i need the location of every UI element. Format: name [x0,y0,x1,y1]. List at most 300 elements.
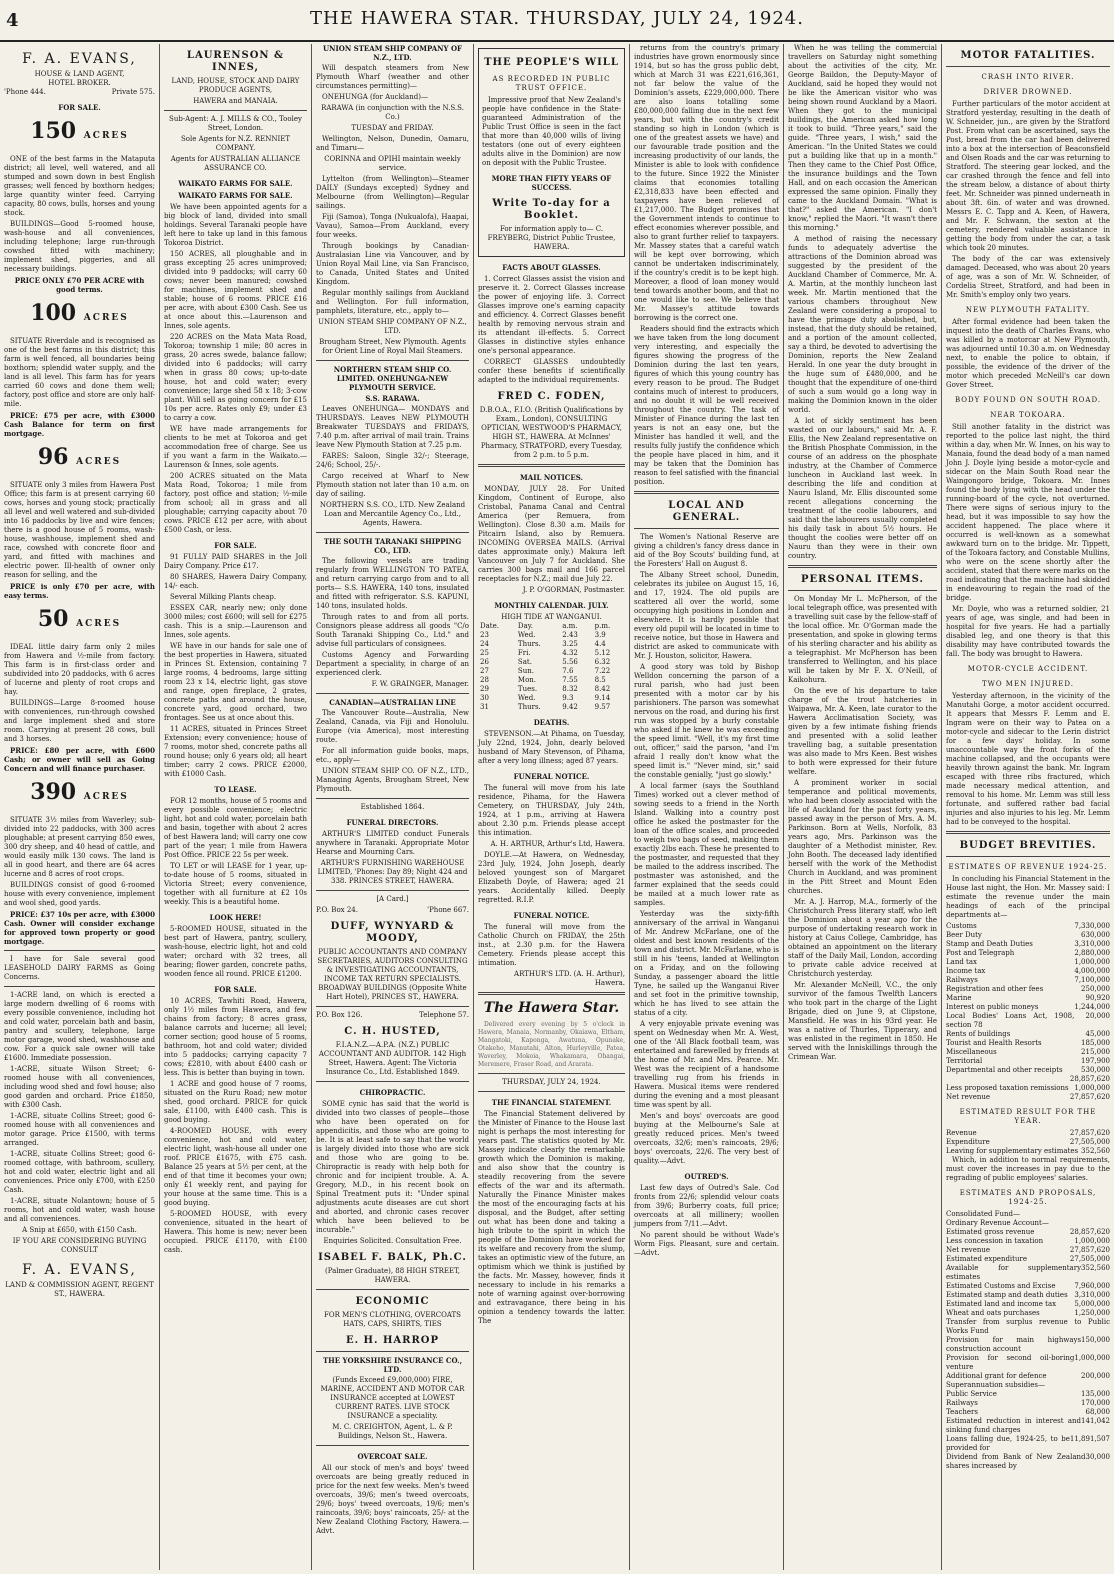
section-heading: LOOK HERE! [209,913,262,922]
tide-cell: 4.4 [594,640,606,648]
tide-cell: 9.3 [562,694,574,702]
acres-word: ACRES [83,131,129,141]
tide-cell: Sat. [517,658,532,666]
fae-phones [4,88,155,97]
notice-text: The funeral will move from his late residence, Pihama, for the Hawera Cemetery, on THURSDAY, July 24th, 1924, at 1 p.m., arriving at Hawera about 2.30 p.m. Friends please accept this intimation. [478,784,625,837]
column-1 [0,44,160,1570]
budget-line [946,1372,1110,1381]
ad-heading: CANADIAN—AUSTRALIAN LINE [329,698,456,707]
ad-text: A Snip at £650, with £150 Cash. [22,1226,137,1234]
ad-text: RARAWA (in conjunction with the N.S.S. Co.) [321,104,464,121]
revenue-value: 4,000,000 [1074,967,1110,975]
ad-text: ONEHUNGA (for Auckland)— [322,93,428,101]
revenue-label: Rents of buildings [946,1030,1011,1038]
budget-label: Estimated stamp and death duties [946,1291,1068,1299]
budget-value: 200,000 [1081,1372,1110,1380]
ad-text: Customs Agency and Forwarding Department a speciality, in charge of an experienced clerk. [316,651,469,677]
ad-heading: FUNERAL DIRECTORS. [346,818,439,827]
subheading: NEAR TOKOARA. [990,411,1066,419]
revenue-label: Local Bodies' Loans Act, 1908, section 78 [946,1012,1075,1029]
editorial-text: returns from the country's primary industries have grown enormously since 1914, but so has the gross public debt, which at March 31 was £221,616,361, not far below the value of the Dominion's assets, £229,000,000. There are also loans totalling some £80,000,000 falling due in the next few years, but with the country's credit standing so high in London (which is one of the greatest assets we have) and our favourable trade position and the increasing productivity of our lands, the Minister is able to look with confidence to the future. Since 1922 the Minister claims that economies totalling £2,318,833 have been effected and taxpayers have been relieved of £1,217,000. The Budget promises that the Government intends to continue to effect economies wherever possible, and also to grant further relief to taxpayers. Mr. Massey states that a careful watch will be kept over borrowing, which cannot be undertaken indiscriminately, if the country's credit is to be kept high. Moreover, a flood of loan money would tend towards another boom, and that no one would like to see. We believe that Mr. Massey's attitude towards borrowing is the correct one. [634,44,779,322]
column-2 [160,44,312,1570]
ad-text: WE have in our hands for sale one of the best properties in Hawera, situated in Princes St. Extension, containing 7 large rooms, 4 bedrooms, large sitting room 23 x 14, electric light, gas stove and range, open fireplace, 2 grates, concrete paths and around the house, concrete yard, good orchard, two frontages. See us at once about this. [164,642,307,722]
ad-text: BUILDINGS consist of good 6-roomed house with every convenience, implement and wool shed, good yards. [4,881,155,907]
ad-price: PRICE ONLY £70 PER ACRE with good terms. [14,276,145,294]
ad-text: SITUATE only 3 miles from Hawera Post Office; this farm is at present carrying 60 cows, horses and young stock; practically all level and well watered and sub-divided into 16 paddocks by live and wire fences; there is a good house of 5 rooms, wash-house, washhouse, implement shed and race, cowshed with concrete floor and yard, and fitted with machines and electric power. Ill-health of owner only reason for selling, and the [4,481,155,579]
ad-text: Last few days of Outred's Sale. Cod fronts from 22/6; splendid velour coats from 39/6; Burberry coats, full price; overcoats at all millinery; woollen jumpers from 7/11.—Advt. [634,1184,779,1228]
budget-label: Less concession in taxation [946,1237,1044,1245]
budget-value: 1,000,000 [1074,1354,1110,1362]
ad-heading: OUTRED'S. [684,1172,729,1181]
tide-cell: Tues. [517,685,538,693]
ad-text: S.S. RARAWA. [365,394,420,403]
budget-line [946,1300,1110,1309]
budget-value: 150,000 [1081,1336,1110,1344]
budget-value: 27,505,000 [1069,1138,1110,1146]
ad-text: 1-ACRE, situate Wilson Street; 6-roomed house with all conveniences, including wood shed and fowl house; also good garden and orchard. Price £1850, with £300 Cash. [4,1065,155,1109]
acres-number: 150 [30,118,77,144]
divider [478,464,625,467]
budget-line [946,1399,1110,1408]
husted-phones [316,1011,469,1020]
ad-text: Cargo received at Wharf to New Plymouth station not later than 10 a.m. on day of sailing. [316,472,469,498]
tide-cell: 4.32 [562,649,578,657]
tide-cell: 29 [480,685,489,693]
revenue-row [946,958,1110,967]
budget-line [946,1147,1110,1156]
ad-text: For all information guide books, maps, etc., apply— [316,747,469,764]
tide-cell: 8.32 [562,685,578,693]
tide-row [478,685,625,694]
budget-value: 27,857,620 [1069,1246,1110,1254]
divider [316,890,469,891]
ad-text: WE have made arrangements for clients to be met at Tokoroa and get accommodation free of charge. See us if you want a farm in the Waikato.—Laurenson & Innes, sole agents. [164,425,307,469]
ad-text: (Funds Exceed £9,000,000) FIRE, MARINE, ACCIDENT AND MOTOR CAR INSURANCE accepted at LOWEST CURRENT RATES. LIVE STOCK INSURANCE a speciality. [320,1376,465,1420]
ad-text: Sole Agents for N.Z. RENNIET COMPANY. [180,135,291,152]
ad-text: Impressive proof that New Zealand's people have confidence in the State-guaranteed Administration of the Public Trust Office is seen in the fact that more than 40,000 wills of living testators (one out of every eighteen adults alive in the Dominion) are now on deposit with the Public Trustee. [482,96,621,167]
for-sale-heading: FOR SALE. [58,103,101,112]
acres-96 [4,444,155,475]
tide-cell: 7.55 [562,676,578,684]
tide-table [478,622,625,712]
tide-cell: 9.42 [562,703,578,711]
budget-value: 27,857,620 [1069,1093,1110,1101]
tide-row [478,631,625,640]
paper-nameplate: The Hawera Star. [483,1000,620,1016]
budget-line [946,1228,1110,1237]
budget-label: Wheat and oats purchases [946,1309,1040,1317]
column-6 [784,44,942,1570]
ad-text: BUILDINGS—Good 5-roomed house, wash-house and all conveniences, including telephone; large run-through cowshed fitted with machinery; implement shed, piggeries, and all necessary buildings. [4,220,155,273]
revenue-value: 630,000 [1081,931,1110,939]
revenue-label: Departmental and other receipts [946,1066,1063,1074]
ad-text: Several Milking Plants cheap. [170,593,277,601]
ad-text: 150 ACRES, all ploughable and in grass excepting 25 acres unimproved; divided into 9 paddocks; will carry 60 cows; never been manured; cowshed for machines, implement shed and stable; house of 6 rooms. PRICE £16 per acre, with about £300 Cash. See us at once about this.—Laurenson and Innes, sole agents. [164,250,307,330]
ad-text: Leaves ONEHUNGA— MONDAYS and THURSDAYS. Leaves NEW PLYMOUTH Breakwater TUESDAYS and FRIDAYS, 7.40 p.m. after arrival of mail train. Trains leave New Plymouth Station at 7.25 p.m. [316,405,469,449]
budget-label: Estimated reduction in interest and sinking fund charges [946,1417,1082,1434]
fae-subtitle: HOUSE & LAND AGENT, [34,70,125,78]
section-heading: PERSONAL ITEMS. [801,574,924,585]
budget-line [946,1129,1110,1138]
news-text: Which, in addition to normal requirements, must cover the increases in pay due to the regrading of public employees' salaries. [946,1156,1110,1182]
ad-text: CORRECT GLASSES undoubtedly confer these benefits if scientifically adapted to the individual requirements. [478,358,625,384]
tide-col-header: Date. [480,622,499,630]
revenue-label: Registration and other fees [946,985,1044,993]
news-text: Men's and boys' overcoats are good buying at the Melbourne's Sale at greatly reduced prices. Men's tweed overcoats, 32/6; men's raincoats, 29/6; boys' overcoats, 22/6. The very best of quality.—Advt. [634,1112,779,1165]
revenue-value: 215,000 [1081,1048,1110,1056]
ad-text: Telephone 57. [419,1011,469,1019]
ad-text: ONE of the best farms in the Mataputa district; all level, well watered, and all stumped and sown down in best English grasses; well fenced by boxthorn hedges; large quantity winter feed. Carrying capacity, 80 cows, bulls, horses and young stock. [4,155,155,217]
ad-text: UNION STEAM SHIP COMPANY OF N.Z., LTD. [318,318,467,335]
revenue-label: Miscellaneous [946,1048,997,1056]
column-5 [630,44,784,1570]
divider [4,950,155,951]
ad-heading: FRED C. FODEN, [497,391,606,402]
revenue-value: 185,000 [1081,1039,1110,1047]
ad-text: Sub-Agent: A. J. MILLS & CO., Tooley Street, London. [169,115,302,132]
revenue-total: 28,857,620 [1069,1075,1110,1083]
ad-text: For information apply to— C. FREYBERG, District Public Trustee, HAWERA. [487,225,616,251]
budget-value: 28,857,620 [1069,1228,1110,1236]
tide-cell: 3.25 [562,640,578,648]
ad-heading: OVERCOAT SALE. [357,1452,428,1461]
tide-cell: 2.43 [562,631,578,639]
notice-text: J. P. O'GORMAN, Postmaster. [522,586,625,594]
revenue-value: 20,000 [1085,1012,1110,1020]
budget-line [946,1282,1110,1291]
notice-text: MONDAY, JULY 28. For United Kingdom, Continent of Europe, also Cristobal, Panama Canal and Central America (per Remuera, from Wellington). Close 8.30 a.m. Mails for Pitcairn Island, also by Remuera. INCOMING OVERSEA MAILS. (Arrival dates approximate only.) Makura left Vancouver on July 7 for Auckland. She carries 300 bags mail and 166 parcel receptacles for N.Z.; mail due July 22. [478,485,625,583]
tide-row [478,676,625,685]
acres-390 [4,779,155,810]
section-heading: FOR SALE. [214,985,257,994]
section-heading: BUDGET BREVITIES. [959,840,1097,851]
budget-value: 11,891,507 [1069,1435,1110,1443]
budget-label: Provision for main highways construction account [946,1336,1082,1353]
budget-line [946,1408,1110,1417]
news-text: Mr. Doyle, who was a returned soldier, 21 years of age, was single, and had been in hospital for five years. He had a partially disabled leg, and one theory is that this disability may have contributed towards the fall. The body was brought to Hawera. [946,605,1110,658]
budget-line [946,1255,1110,1264]
divider [316,360,469,361]
budget-line [946,1237,1110,1246]
budget-line [946,1246,1110,1255]
ad-text: IF YOU ARE CONSIDERING BUYING CONSULT [12,1237,147,1254]
divider [788,590,937,591]
revenue-row [946,967,1110,976]
tide-header-row [478,622,625,631]
page-number: 4 [6,10,19,31]
revenue-label: Territorial [946,1057,983,1065]
ad-heading: ECONOMIC [355,1296,430,1307]
fae-name: F. A. EVANS, [22,51,137,67]
revenue-value: 530,000 [1081,1066,1110,1074]
budget-value: 352,560 [1081,1147,1110,1155]
divider [946,66,1110,67]
revenue-row [946,1030,1110,1039]
section-heading: WAIKATO FARMS FOR SALE. [178,191,293,200]
budget-label: Consolidated Fund— [946,1210,1021,1218]
acres-word: ACRES [83,792,129,802]
news-text: The Albany Street school, Dunedin, celebrates its jubilee on August 15, 16, and 17, 1924. The old pupils are scattered all over the world, some occupying high positions in London and elsewhere. It is hardly possible that every old pupil will be located in time to receive notice, but those in Hawera and district are asked to communicate with Mr. J. Houston, solicitor, Hawera. [634,571,779,660]
revenue-row [946,985,1110,994]
news-text: The Women's National Reserve are giving a children's fancy dress dance in aid of the Boy Scouts' building fund, at the Foresters' Hall on August 8. [634,533,779,568]
budget-value: 5,000,000 [1074,1300,1110,1308]
tide-row [478,694,625,703]
revenue-label: Post and Telegraph [946,949,1015,957]
ad-text: The following vessels are trading regularly from WELLINGTON TO PATEA, and return carrying cargo from and to all ports— S.S. HAWERA, 140 tons, insulated and fitted with refrigerator. S.S. KAPUNI, 140 tons, insulated holds. [316,557,469,610]
ad-text: 91 FULLY PAID SHARES in the Joll Dairy Company. Price £17. [164,553,307,570]
budget-line [946,1435,1110,1453]
news-text: Yesterday afternoon, in the vicinity of the Manutahi Gorge, a motor accident occurred. It appears that Messrs F. Lemm and E. Ingram were on their way to Patea on a motor-cycle and sidecar to the Lerin district for a few days' holiday. In some unaccountable way the front forks of the machine collapsed, and the occupants were heavily thrown against the bank. Mr. Ingram escaped with three ribs fractured, which made necessary medical attention, and removal to his home. Mr. Lemm was still less fortunate, and suffered rather bad facial injuries and also injuries to his leg. Mr. Lemm had to be conveyed to the hospital. [946,692,1110,826]
ad-text: I have for Sale several good LEASEHOLD DAIRY FARMS as Going Concerns. [4,955,155,981]
tide-col-header: p.m. [594,622,611,630]
budget-value: 135,000 [1081,1390,1110,1398]
budget-label: Provision for second oil-boring venture [946,1354,1075,1371]
divider [946,856,1110,857]
ad-heading: DUFF, WYNYARD & MOODY, [330,921,455,944]
revenue-row [946,1048,1110,1057]
divider [316,798,469,799]
revenue-label: Customs [946,922,977,930]
ad-text: 10 ACRES, Tawhiti Road, Hawera, only 1½ miles from Hawera, and few chains from factory; 8 acres grass, balance carrots and lucerne; all level; corner section; good house of 5 rooms, bathroom, hot and cold water; divided into 5 paddocks; carrying capacity 7 cows; £2810, with about £400 cash or less. This is better than buying in town. [164,997,307,1077]
budget-label: Dividend from Bank of New Zealand shares increased by [946,1453,1086,1470]
divider [634,491,779,494]
editorial-heading: THE FINANCIAL STATEMENT. [491,1098,612,1107]
section-heading: MOTOR FATALITIES. [960,50,1096,61]
tide-cell: Wed. [517,631,536,639]
acres-number: 96 [37,444,69,470]
ad-price: PRICE is only £70 per acre, with easy terms. [4,582,155,600]
ad-text: Brougham Street, New Plymouth. Agents for Orient Line of Royal Mail Steamers. [319,338,466,355]
ad-text: ESSEX CAR, nearly new; only done 3000 miles; cost £600; will sell for £275 cash. This is a snip.—Laurenson and Innes, sole agents. [164,604,307,639]
divider [316,1006,469,1007]
tide-cell: 26 [480,658,489,666]
news-text: Further particulars of the motor accident at Stratford yesterday, resulting in the death of W. Schneider, jun., are given by the Stratford Post. From what can be ascertained, says the Post, bread from the car had been delivered into a box at the intersection of Beaconsfield and Olsen Roads and the car was returning to Stratford. The steering gear locked, and the car crashed through the fence and fell into the stream below, a distance of about thirty feet. Mr. Schneider was pinned underneath in about 3ft. 6in. of water and was drowned. Messrs E. C. Tapp and A. Keen, of Hawera, and Mr. F. Schwann, the sexton at the cemetery, rendered valuable assistance in getting the body from under the car, a task which took 20 minutes. [946,100,1110,252]
revenue-row [946,1057,1110,1066]
ad-text: P.O. Box 24. [316,906,358,914]
section-heading: FUNERAL NOTICE. [513,772,590,781]
ad-text: D.B.O.A., F.I.O. (British Qualifications by Exam., London), CONSULTING OPTICIAN, WESTWOOD'S PHARMACY, HIGH ST., HAWERA. At McInnes' Pharmacy, STRATFORD, every Tuesday, from 2 p.m. to 5 p.m. [479,406,624,459]
revenue-label: Railways [946,976,978,984]
ad-heading: CHIROPRACTIC. [359,1088,426,1097]
ad-text: SOME cynic has said that the world is divided into two classes of people—those who have been operated on for appendicitis, and those who are going to be. It is at least safe to say that the world is largely divided into those who are sick and those who are going to be. Chiropractic is ready with help both for chronic and for incipient trouble. A. A. Gregory, M.D., in his recent book on Spinal Treatment puts it: "Under spinal adjustments acute diseases are cut short and aborted, and chronic cases recover which have been believed to be incurable." [316,1100,469,1234]
subheading: MOTOR-CYCLE ACCIDENT. [967,665,1089,673]
revenue-value: 1,244,000 [1074,1003,1110,1011]
budget-label: Transfer from surplus revenue to Public Works Fund [946,1318,1110,1335]
section-heading: DEATHS. [533,718,570,727]
column-4 [474,44,630,1570]
budget-label: Estimated land and income tax [946,1300,1057,1308]
tide-table-body [478,631,625,712]
budget-value: 27,857,620 [1069,1129,1110,1137]
tide-table-title: HIGH TIDE AT WANGANUI. [501,613,602,621]
tide-col-header: a.m. [562,622,578,630]
ad-text: SITUATE 3½ miles from Waverley; sub-divided into 22 paddocks, with 300 acres ploughable; at present carrying 850 ewes, 300 dry sheep, and 40 head of cattle, and would easily milk 130 cows. The land is all in good heart, and there are 64 acres lucerne and 8 acres of root crops. [4,816,155,878]
budget-label: Estimated gross revenue [946,1228,1035,1236]
divider [4,986,155,987]
news-text: Mr. A. J. Harrop, M.A., formerly of the Christchurch Press literary staff, who left the Dominion about a year ago for the purpose of undertaking research work in history at Caius College, Cambridge, has obtained an appointment on the literary staff of the Daily Mail, London, according to private cable advice received at Christchurch yesterday. [788,898,937,978]
section-heading: MONTHLY CALENDAR. JULY. [494,601,609,610]
revenue-label: Beer Duty [946,931,982,939]
tide-row [478,658,625,667]
section-heading: WAIKATO FARMS FOR SALE. [178,179,293,188]
ad-heading: UNION STEAM SHIP COMPANY OF N.Z., LTD. [322,44,463,62]
news-text: A lot of sickly sentiment has been wasted on our labours," said Mr. A. F. Ellis, the New Zealand representative on the British Phosphate Commission, in the course of an address on the phosphate industry, at the Chamber of Commerce luncheon in Auckland last week. In describing the life and condition at Nauru Island, Mr. Ellis discounted some recent allegations concerning the treatment of the coolie labourers, and said that the labourers usually completed his daily task in about 5½ hours. He thought the coolies were better off on Nauru than they were in their own country. [788,417,937,560]
ad-text: 220 ACRES on the Mata Mata Road, Tokoroa; township 1 mile; 80 acres in grass, 20 acres swede, balance fallow; divided into 6 paddocks; will carry when in grass 80 cows; up-to-date house, hot and cold water; every convenience; large shed 58 x 18; 3-cow plant. Will sell as going concern for £15 10s per acre. Rates only £9; under £3 to carry a cow. [164,333,307,422]
divider [478,1091,625,1092]
ad-text: LAND, HOUSE, STOCK AND DAIRY PRODUCE AGENTS, [171,77,300,94]
ad-text: ARTHUR'S FURNISHING WAREHOUSE LIMITED, 'Phones: Day 89; Night 424 and 338. PRINCES STREET, HAWERA. [317,859,468,885]
news-text: A method of raising the necessary funds to adequately advertise the attractions of the Dominion abroad was suggested by the president of the Auckland Chamber of Commerce, Mr. A. A. Martin, at the monthly luncheon last week. Mr. Martin mentioned that the various chambers throughout New Zealand were considering a proposal to have the primage duty abolished, but, instead, that the duty should be retained, and a portion of the amount collected, say a third, be devoted to advertising the Dominion, reports the New Zealand Herald. In one year the duty brought in the huge sum of £480,000, and he thought that the expenditure of one-third of such a sum would go a long way in making the Dominion known in the older world. [788,235,937,414]
budget-label: Net revenue [946,1093,991,1101]
acres-number: 390 [30,779,77,805]
budget-value: 170,000 [1081,1399,1110,1407]
people-will-ad [478,48,625,257]
ad-text: Agents for AUSTRALIAN ALLIANCE ASSURANCE CO. [170,155,301,172]
tide-cell: 9.14 [594,694,611,702]
budget-label: Railways [946,1399,978,1407]
budget-value: 1,000,000 [1074,1237,1110,1245]
ad-text: PUBLIC ACCOUNTANTS AND COMPANY SECRETARIES, AUDITORS CONSULTING & INVESTIGATING ACCOUNTANTS, INCOME TAX RETURN SPECIALISTS. BROADWAY BUILDINGS (Opposite White Hart Hotel), PRINCES ST., HAWERA. [317,948,468,1001]
revenue-row [946,940,1110,949]
notice-text: ARTHUR'S LTD. (A. H. Arthur), Hawera. [514,970,625,987]
ad-text: [A Card.] [376,895,409,903]
revenue-row [946,1066,1110,1075]
revenue-label: Income tax [946,967,986,975]
ad-footer: LAND & COMMISSION AGENT, REGENT ST., HAWERA. [5,1281,154,1298]
laurenson-heading: LAURENSON & INNES, [186,50,285,73]
tide-cell: 9.57 [594,703,611,711]
revenue-row [946,931,1110,940]
fae-subtitle-2: HOTEL BROKER. [48,79,111,87]
tide-cell: 3.9 [594,631,606,639]
tide-cell: 31 [480,703,489,711]
budget-value: 3,310,000 [1074,1291,1110,1299]
ad-text: FARES: Saloon, Single 32/-; Steerage, 24/6; School, 25/-. [316,452,469,469]
budget-label: Less proposed taxation remissions [946,1084,1069,1092]
tide-cell: Mon. [517,676,537,684]
phone: 'Phone 444. [4,88,46,96]
ad-heading: E. H. HARROP [345,1335,440,1346]
revenue-value: 7,100,000 [1074,976,1110,984]
ad-text: No parent should be without Wade's Worm Figs. Pleasant, sure and certain.—Advt. [634,1231,779,1257]
tide-col-header: Day. [517,622,533,630]
acres-word: ACRES [76,457,122,467]
news-text: A prominent worker in social temperance and political movements, who had been closely associated with the life of Auckland for the past forty years, passed away in the person of Mrs. A. M. Parkinson. Born at Wells, Norfolk, 83 years ago, Mrs. Parkinson was the daughter of a Methodist minister, Rev. John Booth. The deceased lady identified herself with the work of the Methodist Church in Auckland, and was prominent in the Pitt Street and Mount Eden churches. [788,779,937,895]
acres-number: 100 [30,300,77,326]
ad-text: 5-ROOMED HOUSE, situated in the best part of Hawera, pantry, scullery, wash-house, electric light, hot and cold water; orchard with 32 trees, all bearing; flower garden, concrete paths, wooden fence all round. PRICE £1200. [164,925,307,978]
news-text: Still another fatality in the district was reported to the police last night, the third within a day, when Mr. W. Innes, on his way to Manaia, found the dead body of a man named John J. Doyle lying beside a motor-cycle and sidecar on the Main South Road near the Waingongoro bridge, Tokoara. Mr. Innes found the body lying with the head under the running-board of the cycle, not overturned. There were signs of serious injury to the head, but it was impossible to say how the accident happened. The place where it occurred is well-known as a somewhat awkward turn on to the bridge. Mr. Tippett, of the Tokoara factory, and Constable Mullins, who were on the scene shortly after the accident, stated that there were marks on the road indicating that the machine had skidded in endeavouring to regain the road of the bridge. [946,423,1110,602]
budget-label: Public Service [946,1390,997,1398]
budget-value: 352,560 [1081,1264,1110,1272]
budget-label: Revenue [946,1129,977,1137]
ad-text: HAWERA and MANAIA. [193,97,278,105]
ad-price: PRICE: £80 per acre, with £600 Cash; or owner will sell as Going Concern and will finance purchaser. [4,746,155,773]
ad-text: IDEAL little dairy farm only 2 miles from Hawera and ½-mile from factory. This farm is in first-class order and subdivided into 20 paddocks, with 6 acres of lucerne and plenty of root crops and hay. [4,643,155,696]
ad-heading: C. H. HUSTED, [344,1026,441,1037]
revenue-value: 45,000 [1085,1030,1110,1038]
ad-text: 5-ROOMED HOUSE, with every convenience, situated in the heart of Hawera. This home is new; never been occupied. PRICE £1170, with £100 cash. [164,1210,307,1254]
news-text: A good story was told by Bishop Welldon concerning the parson of a rural parish, who had just been presented with a motor car by his parishioners. The parson was somewhat nervous on the road, and during his first run was stopped by a burly constable who asked if he knew he was exceeding the speed limit. "Well, it's my first time out, officer," said the parson, "and I'm afraid I really don't know what the speed limit is." "Never mind, sir," said the constable genially, "just go slowly." [634,663,779,779]
budget-line [946,1291,1110,1300]
ad-text: 1. Correct Glasses assist the vision and preserve it. 2. Correct Glasses increase the power of enjoying life. 3. Correct Glasses improve one's earning capacity and efficiency. 4. Correct Glasses benefit health by removing nervous strain and its attendant ill-effects. 5. Correct Glasses in distinctive styles enhance one's personal appearance. [478,275,625,355]
divider [478,1073,625,1074]
tide-cell: 24 [480,640,489,648]
news-text: Mr. Alexander McNeill, V.C., the only survivor of the famous Twelfth Lancers who took part in the charge of the Light Brigade, died on June 9, at Clipstone, Mansfield. He was in his 93rd year. He was a native of Thurles, Tipperary, and was enlisted in the regiment in 1850. He served with the Inniskillings through the Crimean War. [788,981,937,1061]
budget-value: 30,000 [1085,1453,1110,1461]
notice-text: The funeral will move from the Catholic Church on FRIDAY, the 25th inst., at 2.30 p.m. for the Hawera Cemetery. Friends please accept this intimation. [478,923,625,967]
divider [478,992,625,995]
news-text: A very enjoyable private evening was spent on Wednesday when Mr. A. West, one of the 'All Black football team, was entertained and farewelled by friends at the home of Mr. and Mrs. Pearce. Mr. West was the recipient of a handsome travelling rug from his friends in Hawera. Musical items were rendered during the evening and a most pleasant time was spent by all. [634,1020,779,1109]
budget-line [946,1417,1110,1435]
column-3 [312,44,474,1570]
ad-text: Enquiries Solicited. Consultation Free. [323,1237,462,1245]
ad-text: All our stock of men's and boys' tweed overcoats are being greatly reduced in price for the next few weeks. Men's tweed overcoats, 39/6; men's tweed overcoats, 29/6; boys' tweed overcoats, 19/6; men's raincoats, 39/6; boys' raincoats, 25/- at the New Zealand Clothing Factory, Hawera.—Advt. [316,1464,469,1535]
ad-text: 'Phone 667. [427,906,469,914]
ad-heading: Write To-day for a Booklet. [492,198,611,221]
news-text: After formal evidence had been taken the inquest into the death of Charles Evans, who was killed by a motorcar at New Plymouth, was adjourned until 10.30 a.m. on Wednesday next, to enable the police to obtain, if possible, the evidence of the driver of the motor which preceded McNeill's car down Gover Street. [946,318,1110,389]
tide-cell: 30 [480,694,489,702]
budget-line [946,1138,1110,1147]
budget-value: 141,042 [1081,1417,1110,1425]
divider [316,693,469,694]
divider [316,1445,469,1446]
ad-text: 1-ACRE, situate Collins Street; good 6-roomed house with all conveniences and motor garage. Price £1500, with terms arranged. [4,1112,155,1147]
budget-value: 27,505,000 [1069,1255,1110,1263]
tide-cell: Wed. [517,694,536,702]
acres-word: ACRES [76,619,122,629]
revenue-table [946,922,1110,1075]
notice-text: DOYLE.—At Hawera, on Wednesday, 23rd July, 1924, John Joseph, dearly beloved youngest son of Margaret Elizabeth Doyle, of Hawera; aged 21 years. Accidentally killed. Deeply regretted. R.I.P. [478,851,625,904]
ad-text: 80 SHARES, Hawera Dairy Company, 14/- each. [164,573,307,590]
ad-text: TUESDAY and FRIDAY. [351,124,434,132]
ad-text: Wellington, Nelson, Dunedin, Oamaru, and Timaru— [316,135,469,152]
ad-text: TO LET or will LEASE for 1 year, up-to-date house of 5 rooms, situated in Victoria Street; every convenience, together with all furniture at £2 10s weekly. This is a beautiful home. [164,862,307,906]
tide-cell: 7.22 [594,667,611,675]
ad-text: 200 ACRES situated on the Mata Mata Road, Tokoroa; 1 mile from factory, post office and station; ½-mile from school; all in grass and all ploughable; carrying capacity about 70 cows. PRICE £12 per acre, with about £500 Cash, or less. [164,472,307,534]
revenue-label: Stamp and Death Duties [946,940,1033,948]
revenue-value: 7,330,000 [1074,922,1110,930]
editorial-text: The Financial Statement delivered by the Minister of Finance to the House last night is perhaps the most interesting for years past. The statistics quoted by Mr. Massey indicate clearly the remarkable growth which the Dominion is making, and also show that the country is steadily recovering from the severe effects of the war and its aftermath. Naturally the Finance Minister makes the most of the encouraging facts at his disposal, and the Budget, after setting out what has been done and taking a high tribute to the spirit in which the people of the Dominion have worked for its welfare and recovery from the slump, takes an optimistic view of the future, an optimism which we think is justified by the facts. Mr. Massey, however, finds it necessary to include in his remarks a note of warning against over-borrowing and extravagance, there being in his opinion a tendency towards the latter. The [478,1110,625,1325]
ad-text: P.O. Box 126. [316,1011,363,1019]
tide-cell: 7.6 [562,667,574,675]
ad-text: FOR MEN'S CLOTHING, OVERCOATS HATS, CAPS, SHIRTS, TIES [324,1311,461,1328]
subheading: DRIVER DROWNED. [983,88,1073,96]
section-heading: FUNERAL NOTICE. [513,911,590,920]
news-text: Yesterday was the sixty-fifth anniversary of the arrival in Wanganui of Mr. Andrew McFarlane, one of the oldest and best known residents of the town and district. Mr. McFarlane, who is still in his 'teens, landed at Wellington on a Friday, and on the following Sunday, a passenger aboard the little Tyne, he sailed up the Wanganui River and set foot in the primitive township, which he has lived to see attain the status of a city. [634,910,779,1017]
masthead [0,0,1114,42]
ad-heading: ISABEL F. BALK, Ph.C. [318,1252,467,1263]
revenue-label: Land tax [946,958,977,966]
divider [316,532,469,533]
ad-text: We have been appointed agents for a big block of land, divided into small holdings. Several Taranaki people have left here to take up land in this famous Tokoroa District. [164,203,307,247]
tide-cell: Fri. [517,649,531,657]
acres-50 [4,606,155,637]
ad-heading: THE SOUTH TARANAKI SHIPPING CO., LTD. [323,537,462,555]
ad-text: F. W. GRAINGER, Manager. [371,680,469,688]
revenue-value: 250,000 [1081,985,1110,993]
revenue-label: Tourist and Health Resorts [946,1039,1042,1047]
budget-value: 1,250,000 [1074,1309,1110,1317]
budget-value: 68,000 [1085,1408,1110,1416]
revenue-value: 1,000,000 [1074,958,1110,966]
ad-heading: THE PEOPLE'S WILL [484,57,619,68]
column-7 [942,44,1114,1570]
ad-text: UNION STEAM SHIP CO. OF N.Z., LTD., Managing Agents, Brougham Street, New Plymouth. [316,767,469,793]
ad-text: FOR 12 months, house of 5 rooms and every possible convenience; electric light, hot and cold water, porcelain bath and basin, together with about 2 acres of best Hawera land; will carry one cow part of the year; 1 mile from Hawera Post Office. PRICE 22 5s per week. [164,797,307,859]
fae-name-2: F. A. EVANS, [22,1262,137,1278]
budget-line [946,1084,1110,1093]
budget-value: 7,960,000 [1074,1282,1110,1290]
